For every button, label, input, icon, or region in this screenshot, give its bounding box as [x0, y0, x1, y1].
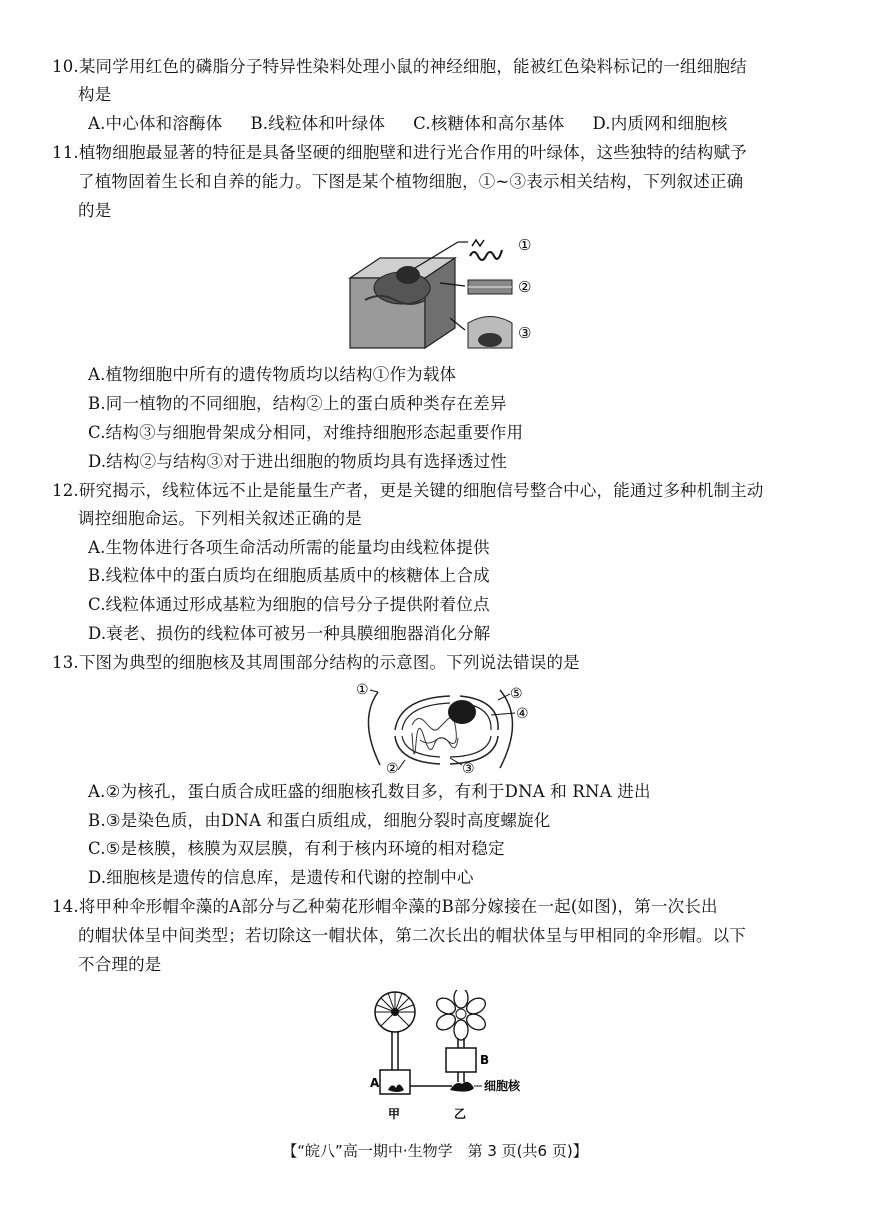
fig11-label-1: ①: [518, 236, 532, 254]
q13-option-d[interactable]: D.细胞核是遗传的信息库，是遗传和代谢的控制中心: [88, 868, 474, 887]
q14-stem-line2: 的帽状体呈中间类型；若切除这一帽状体，第二次长出的帽状体呈与甲相同的伞形帽。以下: [78, 926, 746, 945]
nucleus-figure: [350, 680, 540, 775]
q12-option-b[interactable]: B.线粒体中的蛋白质均在细胞质基质中的核糖体上合成: [88, 566, 490, 585]
q13-option-a[interactable]: A.②为核孔，蛋白质合成旺盛的细胞核孔数目多，有利于DNA 和 RNA 进出: [88, 782, 651, 801]
q14-stem-line3: 不合理的是: [78, 955, 162, 974]
fig14-label-nucleus: 细胞核: [484, 1079, 521, 1093]
q11-stem-line1: 11.植物细胞最显著的特征是具备坚硬的细胞壁和进行光合作用的叶绿体，这些独特的结构赋予: [52, 143, 747, 162]
q11-option-c[interactable]: C.结构③与细胞骨架成分相同，对维持细胞形态起重要作用: [88, 423, 524, 442]
fig13-label-1: ①: [356, 682, 369, 698]
q10-stem-line1: 10.某同学用红色的磷脂分子特异性染料处理小鼠的神经细胞，能被红色染料标记的一组细胞结: [52, 57, 747, 76]
fig13-label-5: ⑤: [510, 686, 523, 702]
q11-stem-line2: 了植物固着生长和自养的能力。下图是某个植物细胞，①~③表示相关结构，下列叙述正确: [78, 172, 744, 191]
page-footer: 【“皖八”高一期中·生物学 第 3 页(共6 页)】: [282, 1142, 588, 1160]
q10-option-a[interactable]: A.中心体和溶酶体: [88, 114, 223, 133]
fig14-label-a: A: [370, 1076, 380, 1090]
fig13-label-2: ②: [386, 761, 399, 775]
plant-cell-figure: [340, 228, 540, 358]
q12-stem-line1: 12.研究揭示，线粒体远不止是能量生产者，更是关键的细胞信号整合中心，能通过多种机制主动: [52, 481, 764, 500]
q11-stem-line3: 的是: [78, 201, 112, 220]
q12-option-d[interactable]: D.衰老、损伤的线粒体可被另一种具膜细胞器消化分解: [88, 624, 491, 643]
q12-option-c[interactable]: C.线粒体通过形成基粒为细胞的信号分子提供附着位点: [88, 595, 490, 614]
q13-option-c[interactable]: C.⑤是核膜，核膜为双层膜，有利于核内环境的相对稳定: [88, 839, 505, 858]
fig14-label-b: B: [480, 1053, 490, 1067]
fig11-label-2: ②: [518, 278, 532, 296]
q11-option-a[interactable]: A.植物细胞中所有的遗传物质均以结构①作为载体: [88, 365, 457, 384]
fig14-label-jia: 甲: [388, 1107, 401, 1121]
q12-stem-line2: 调控细胞命运。下列相关叙述正确的是: [78, 509, 362, 528]
q10-options: [88, 113, 728, 135]
q10-option-c[interactable]: C.核糖体和高尔基体: [413, 114, 565, 133]
q10-option-d[interactable]: D.内质网和细胞核: [592, 114, 728, 133]
q13-option-b[interactable]: B.③是染色质，由DNA 和蛋白质组成，细胞分裂时高度螺旋化: [88, 811, 551, 830]
fig11-label-3: ③: [518, 324, 532, 342]
acetabularia-figure: [360, 990, 560, 1125]
q14-stem-line1: 14.将甲种伞形帽伞藻的A部分与乙种菊花形帽伞藻的B部分嫁接在一起(如图)，第一次长出: [52, 897, 718, 916]
q11-option-d[interactable]: D.结构②与结构③对于进出细胞的物质均具有选择透过性: [88, 452, 508, 471]
q12-option-a[interactable]: A.生物体进行各项生命活动所需的能量均由线粒体提供: [88, 538, 490, 557]
fig13-label-4: ④: [516, 706, 529, 722]
q10-stem-line2: 构是: [78, 85, 112, 104]
fig13-label-3: ③: [462, 761, 475, 775]
q13-stem-line1: 13.下图为典型的细胞核及其周围部分结构的示意图。下列说法错误的是: [52, 653, 580, 672]
q10-option-b[interactable]: B.线粒体和叶绿体: [250, 114, 386, 133]
fig14-label-yi: 乙: [454, 1107, 467, 1121]
q11-option-b[interactable]: B.同一植物的不同细胞，结构②上的蛋白质种类存在差异: [88, 394, 507, 413]
